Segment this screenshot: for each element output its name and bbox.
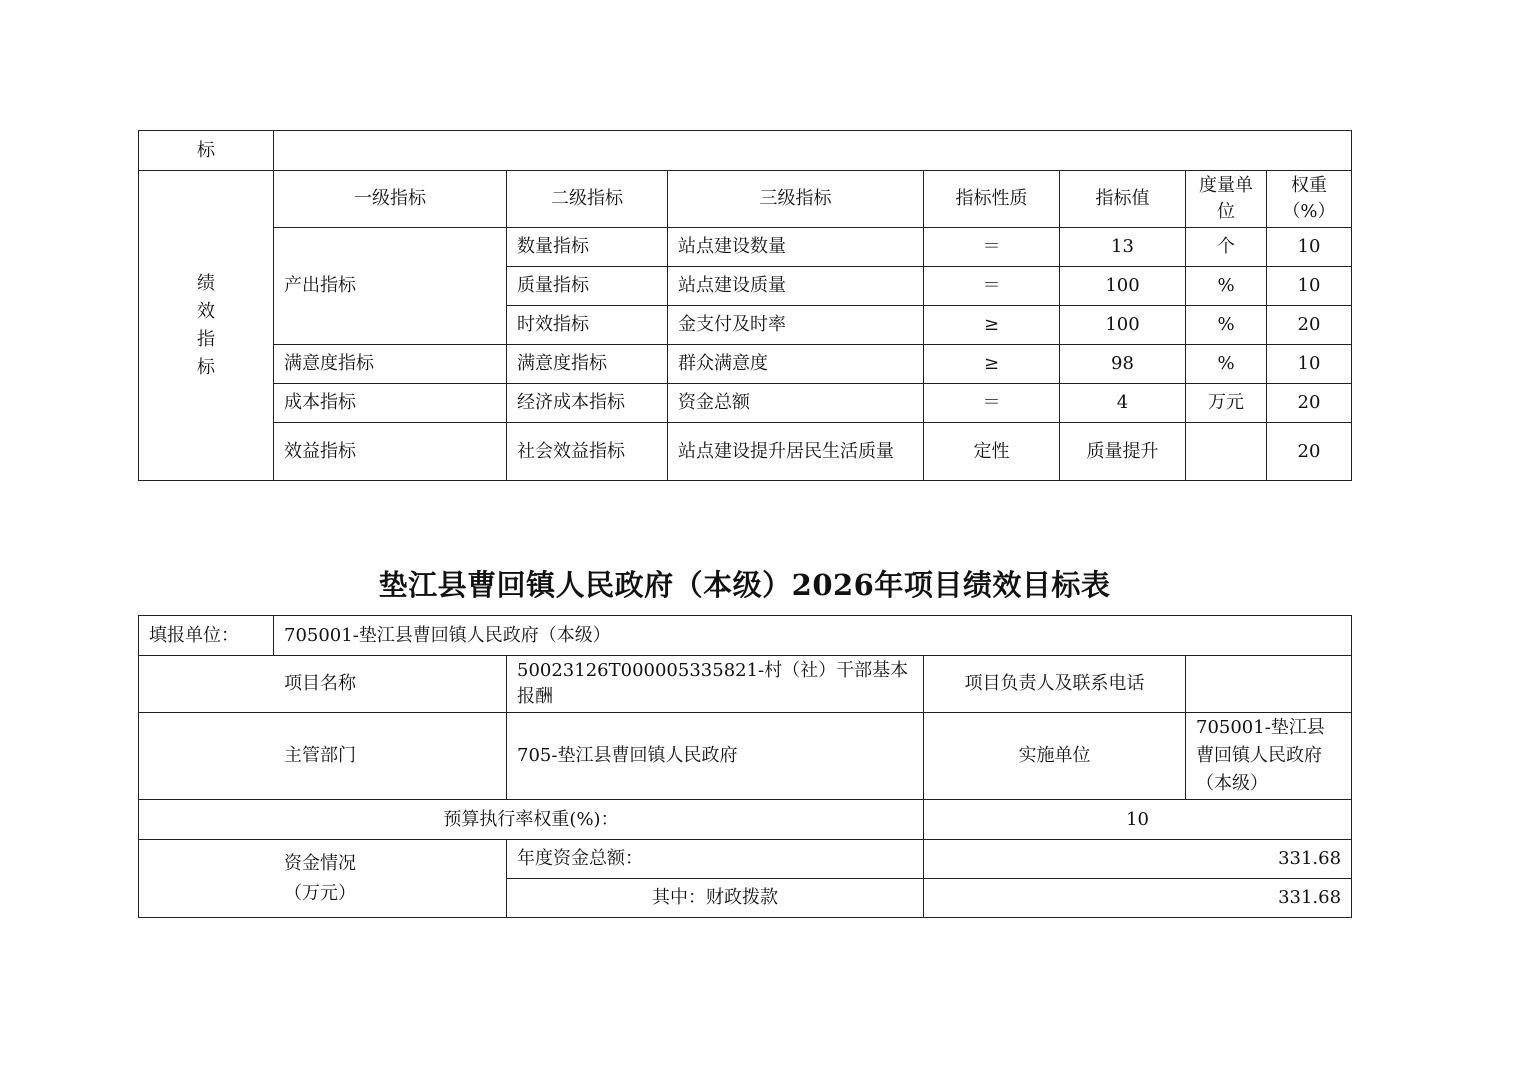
value-cell: 100	[1060, 267, 1186, 306]
weight-cell: 20	[1267, 306, 1352, 345]
header-value: 指标值	[1060, 171, 1186, 228]
table-row	[139, 345, 1352, 384]
section-label-cell: 标	[139, 131, 274, 171]
department-value: 705-垫江县曹回镇人民政府	[507, 713, 924, 800]
level2-cell: 数量指标	[507, 228, 668, 267]
level3-cell: 站点建设数量	[668, 228, 924, 267]
performance-indicator-table	[138, 130, 1352, 481]
annual-total-value: 331.68	[924, 840, 1352, 879]
header-unit: 度量单位	[1186, 171, 1267, 228]
budget-rate-value: 10	[924, 800, 1352, 840]
value-cell: 质量提升	[1060, 423, 1186, 481]
level2-cell: 质量指标	[507, 267, 668, 306]
nature-cell: ≥	[924, 306, 1060, 345]
nature-cell: ＝	[924, 228, 1060, 267]
nature-cell: ＝	[924, 267, 1060, 306]
fiscal-allocation-value: 331.68	[924, 879, 1352, 918]
implementing-unit-value: 705001-垫江县曹回镇人民政府（本级）	[1186, 713, 1352, 800]
level3-cell: 站点建设提升居民生活质量	[668, 423, 924, 481]
table-row	[139, 228, 1352, 267]
empty-target-cell	[274, 131, 1352, 171]
unit-cell: 万元	[1186, 384, 1267, 423]
department-label: 主管部门	[139, 713, 507, 800]
filing-unit-label: 填报单位：	[139, 616, 274, 656]
contact-label: 项目负责人及联系电话	[924, 656, 1186, 713]
unit-cell: 个	[1186, 228, 1267, 267]
filing-unit-value: 705001-垫江县曹回镇人民政府（本级）	[274, 616, 1352, 656]
level2-cell: 社会效益指标	[507, 423, 668, 481]
weight-cell: 20	[1267, 384, 1352, 423]
table-row	[139, 423, 1352, 481]
fund-unit-label: （万元）	[284, 882, 356, 904]
fund-status-cell	[139, 840, 507, 918]
project-name-label: 项目名称	[139, 656, 507, 713]
level1-cell: 产出指标	[274, 228, 507, 345]
value-cell: 100	[1060, 306, 1186, 345]
performance-indicator-side-label: 绩 效 指 标	[139, 171, 274, 481]
value-cell: 13	[1060, 228, 1186, 267]
annual-total-label: 年度资金总额：	[507, 840, 924, 879]
unit-cell: %	[1186, 267, 1267, 306]
header-level2: 二级指标	[507, 171, 668, 228]
level3-cell: 金支付及时率	[668, 306, 924, 345]
project-info-table	[138, 615, 1352, 918]
level3-cell: 站点建设质量	[668, 267, 924, 306]
level3-cell: 群众满意度	[668, 345, 924, 384]
fiscal-allocation-label: 其中：财政拨款	[507, 879, 924, 918]
implementing-unit-label: 实施单位	[924, 713, 1186, 800]
budget-rate-label: 预算执行率权重(%)：	[139, 800, 924, 840]
unit-cell	[1186, 423, 1267, 481]
level2-cell: 时效指标	[507, 306, 668, 345]
table-row	[139, 384, 1352, 423]
level1-cell: 成本指标	[274, 384, 507, 423]
level1-cell: 效益指标	[274, 423, 507, 481]
level3-cell: 资金总额	[668, 384, 924, 423]
unit-cell: %	[1186, 345, 1267, 384]
weight-cell: 10	[1267, 228, 1352, 267]
nature-cell: 定性	[924, 423, 1060, 481]
page-title: 垫江县曹回镇人民政府（本级）2026年项目绩效目标表	[378, 568, 1111, 602]
nature-cell: ＝	[924, 384, 1060, 423]
level2-cell: 满意度指标	[507, 345, 668, 384]
value-cell: 98	[1060, 345, 1186, 384]
header-level3: 三级指标	[668, 171, 924, 228]
header-nature: 指标性质	[924, 171, 1060, 228]
weight-cell: 20	[1267, 423, 1352, 481]
fund-status-label: 资金情况	[284, 852, 356, 874]
weight-cell: 10	[1267, 267, 1352, 306]
nature-cell: ≥	[924, 345, 1060, 384]
contact-value	[1186, 656, 1352, 713]
weight-cell: 10	[1267, 345, 1352, 384]
value-cell: 4	[1060, 384, 1186, 423]
header-level1: 一级指标	[274, 171, 507, 228]
level2-cell: 经济成本指标	[507, 384, 668, 423]
unit-cell: %	[1186, 306, 1267, 345]
header-weight: 权重（%）	[1267, 171, 1352, 228]
project-name-value: 50023126T000005335821-村（社）干部基本报酬	[507, 656, 924, 713]
level1-cell: 满意度指标	[274, 345, 507, 384]
